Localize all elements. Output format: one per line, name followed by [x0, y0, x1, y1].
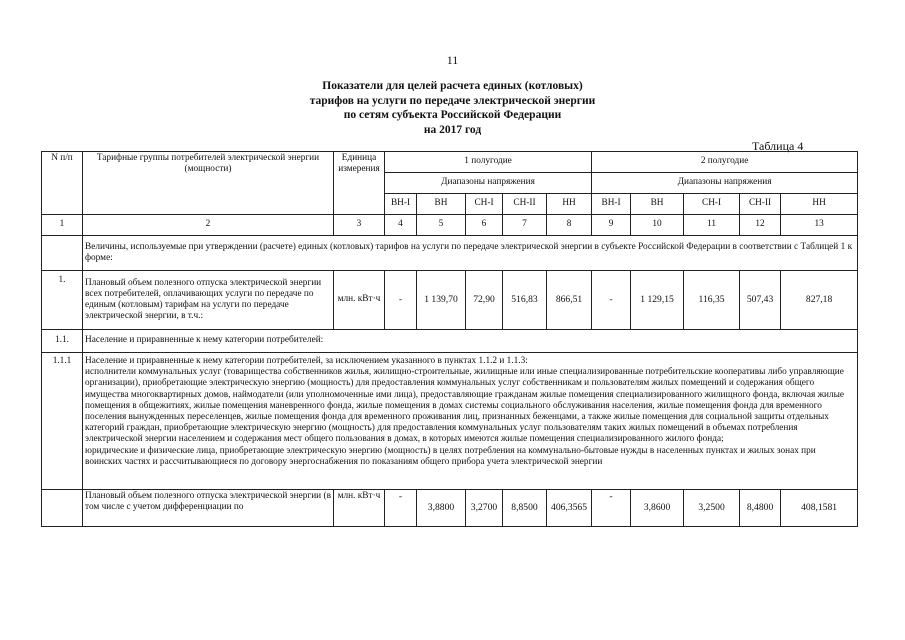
value-cell: 8,8500	[503, 490, 547, 527]
row-section-text: Население и приравненные к нему категории потребителей:	[83, 330, 858, 353]
page-number: 11	[446, 53, 459, 67]
column-numbers-row	[42, 215, 858, 236]
value-cell: 8,4800	[740, 490, 781, 527]
table-row	[42, 490, 858, 527]
col-number: 4	[385, 215, 417, 236]
value-cell: 72,90	[466, 271, 503, 330]
row-num: 1.	[42, 271, 83, 330]
level-cell: ВН-I	[385, 194, 417, 215]
description-line-2: исполнители коммунальных услуг (товарищества собственников жилья, жилищно-строительные, жилищные или иные специализированные потребительские кооперативы либо управляющие организации), приобретающие электрическую энергию (мощность) для предоставления коммунальных услуг собственникам и пользователям жилых помещений и содержания общего имущества многоквартирных домов, наймодатели (или уполномоченные ими лица), предоставляющие гражданам жилые помещения специализированного жилищного фонда, включая жилые помещения в общежитиях, жилые помещения маневренного фонда, жилые помещения в домах системы социального обслуживания населения, жилые помещения фонда для временного поселения вынужденных переселенцев, жилые помещения фонда для временного проживания лиц, признанных беженцами, а также жилые помещения для социальной защиты отдельных категорий граждан, приобретающие электрическую энергию (мощность) для предоставления коммунальных услуг пользователям таких жилых помещений в объемах потребления электрической энергии населением и содержания мест общего пользования в домах, в которых имеются жилые помещения специализированного жилого фонда;	[85, 367, 844, 445]
col-number: 7	[503, 215, 547, 236]
intro-text: Величины, используемые при утверждении (расчете) единых (котловых) тарифов на услуги по передаче электрической энергии в субъекте Российской Федерации в соответствии с Таблицей 1 к форме:	[83, 236, 858, 271]
description-line-3: юридические и физические лица, приобретающие электрическую энергию (мощность) в целях потребления на коммунально-бытовые нужды в населенных пунктах и жилых зонах при воинских частях и рассчитывающиеся по договору энергоснабжения по показаниям общего прибора учета электрической энергии	[85, 445, 816, 467]
col-number: 2	[83, 215, 334, 236]
header-groups: Тарифные группы потребителей электрической энергии (мощности)	[83, 152, 334, 215]
header-ranges-1: Диапазоны напряжения	[385, 173, 592, 194]
value-cell: 866,51	[547, 271, 592, 330]
value-cell: 408,1581	[781, 490, 858, 527]
level-cell: ВН-I	[592, 194, 631, 215]
col-number: 11	[684, 215, 740, 236]
value-cell: -	[592, 490, 631, 527]
table-row	[42, 353, 858, 490]
value-cell: 516,83	[503, 271, 547, 330]
value-cell: 3,8800	[417, 490, 466, 527]
level-cell: СН-II	[503, 194, 547, 215]
col-number: 12	[740, 215, 781, 236]
row-unit: млн. кВт·ч	[334, 490, 385, 527]
header-half-2: 2 полугодие	[592, 152, 858, 173]
col-number: 1	[42, 215, 83, 236]
description-line-1: Население и приравненные к нему категории потребителей, за исключением указанного в пунктах 1.1.2 и 1.1.3:	[85, 356, 528, 366]
value-cell: 507,43	[740, 271, 781, 330]
row-num: 1.1.1	[42, 353, 83, 490]
table-label: Таблица 4	[752, 139, 804, 153]
document-title	[0, 79, 905, 137]
value-cell: -	[592, 271, 631, 330]
value-cell: -	[385, 490, 417, 527]
value-cell: 3,8600	[631, 490, 684, 527]
row-name: Плановый объем полезного отпуска электрической энергии (в том числе с учетом дифференциации по	[83, 490, 334, 527]
header-unit: Единица измерения	[334, 152, 385, 215]
level-cell: НН	[547, 194, 592, 215]
row-num	[42, 490, 83, 527]
header-half-1: 1 полугодие	[385, 152, 592, 173]
table-row	[42, 330, 858, 353]
level-cell: СН-I	[684, 194, 740, 215]
col-number: 9	[592, 215, 631, 236]
level-cell: НН	[781, 194, 858, 215]
value-cell: 1 139,70	[417, 271, 466, 330]
level-cell: ВН	[417, 194, 466, 215]
value-cell: -	[385, 271, 417, 330]
intro-num	[42, 236, 83, 271]
row-num: 1.1.	[42, 330, 83, 353]
header-row-1	[42, 152, 858, 173]
level-cell: ВН	[631, 194, 684, 215]
col-number: 5	[417, 215, 466, 236]
value-cell: 3,2700	[466, 490, 503, 527]
value-cell: 1 129,15	[631, 271, 684, 330]
indicators-table	[41, 151, 858, 527]
value-cell: 116,35	[684, 271, 740, 330]
col-number: 10	[631, 215, 684, 236]
table-row	[42, 271, 858, 330]
row-unit: млн. кВт·ч	[334, 271, 385, 330]
col-number: 3	[334, 215, 385, 236]
header-num: N п/п	[42, 152, 83, 215]
row-name: Плановый объем полезного отпуска электрической энергии всех потребителей, оплачивающих услуги по передаче по единым (котловым) тарифам на услуги по передаче электрической энергии, в т.ч.:	[83, 271, 334, 330]
value-cell: 827,18	[781, 271, 858, 330]
title-line-4: на 2017 год	[423, 123, 482, 136]
col-number: 6	[466, 215, 503, 236]
title-line-1: Показатели для целей расчета единых (котловых)	[322, 80, 583, 92]
title-line-3: по сетям субъекта Российской Федерации	[343, 109, 562, 121]
intro-row	[42, 236, 858, 271]
value-cell: 3,2500	[684, 490, 740, 527]
header-ranges-2: Диапазоны напряжения	[592, 173, 858, 194]
title-line-2: тарифов на услуги по передаче электрической энергии	[309, 94, 596, 107]
level-cell: СН-II	[740, 194, 781, 215]
level-cell: СН-I	[466, 194, 503, 215]
col-number: 13	[781, 215, 858, 236]
value-cell: 406,3565	[547, 490, 592, 527]
col-number: 8	[547, 215, 592, 236]
row-section-description	[83, 353, 858, 490]
